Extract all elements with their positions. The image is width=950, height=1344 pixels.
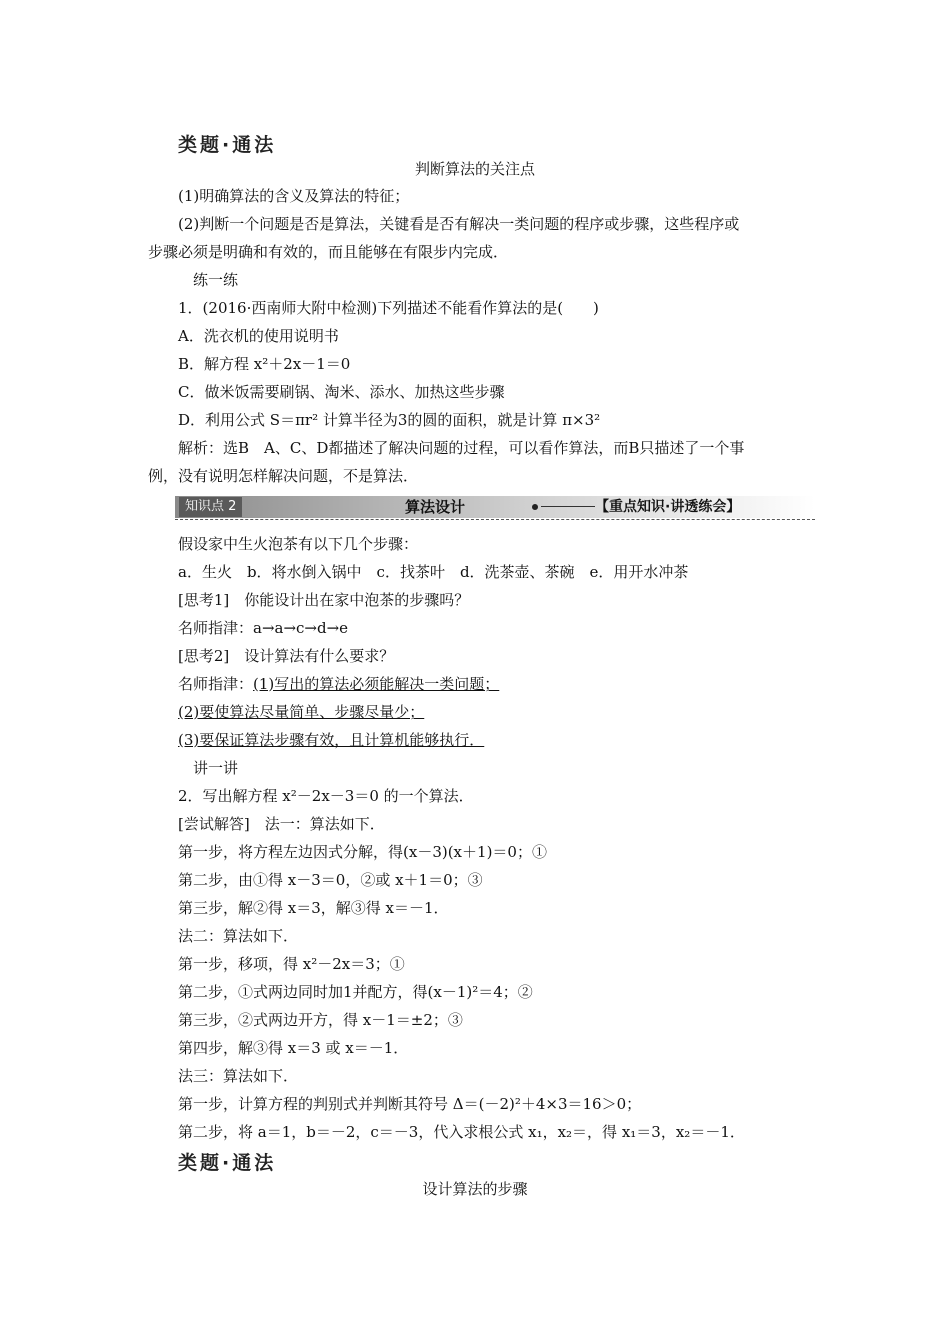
- option-d: D．利用公式 S＝πr² 计算半径为3的圆的面积，就是计算 π×3²: [178, 411, 601, 429]
- think-1: [思考1] 你能设计出在家中泡茶的步骤吗？: [178, 591, 470, 609]
- intro: 假设家中生火泡茶有以下几个步骤：: [178, 535, 419, 553]
- section-title: 设计算法的步骤: [422, 1180, 528, 1198]
- banner-divider: [541, 506, 595, 507]
- answer-1: 解析：选B A、C、D都描述了解决问题的过程，可以看作算法，而B只描述了一个事: [178, 439, 745, 457]
- banner-tag: 知识点 2: [179, 497, 242, 517]
- try-answer: [尝试解答] 法一：算法如下．: [178, 815, 385, 833]
- section-heading: 类题·通法: [178, 134, 277, 156]
- method-3-step-1: 第一步，计算方程的判别式并判断其符号 Δ＝(－2)²＋4×3＝16＞0；: [178, 1095, 642, 1113]
- guide-2: [178, 674, 499, 694]
- bullet-icon: [532, 504, 538, 510]
- method-1-step-1: 第一步，将方程左边因式分解，得(x－3)(x＋1)＝0；①: [178, 843, 547, 861]
- option-a: A．洗衣机的使用说明书: [178, 327, 339, 345]
- paragraph: (2)判断一个问题是否是算法，关键看是否有解决一类问题的程序或步骤，这些程序或: [178, 215, 740, 233]
- method-2-step-4: 第四步，解③得 x＝3 或 x＝－1．: [178, 1039, 409, 1057]
- banner-rule: [175, 519, 815, 520]
- section-title: 判断算法的关注点: [414, 160, 535, 178]
- method-3: 法三：算法如下．: [178, 1067, 299, 1085]
- method-3-step-2: 第二步，将 a＝1，b＝－2，c＝－3，代入求根公式 x₁，x₂＝，得 x₁＝3，x₂＝－1．: [178, 1123, 745, 1141]
- guide-2-label: 名师指津：: [178, 675, 254, 693]
- method-1-step-3: 第三步，解②得 x＝3，解③得 x＝－1．: [178, 899, 449, 917]
- answer-1-cont: 例，没有说明怎样解决问题，不是算法．: [148, 467, 419, 485]
- method-1-step-2: 第二步，由①得 x－3＝0，②或 x＋1＝0；③: [178, 871, 483, 889]
- guide-2-item-3: (3)要保证算法步骤有效，且计算机能够执行．: [178, 731, 485, 749]
- paragraph: (1)明确算法的含义及算法的特征；: [178, 187, 410, 205]
- banner-tail: 【重点知识·讲透练会】: [595, 499, 741, 515]
- section-heading: 类题·通法: [178, 1152, 277, 1174]
- knowledge-point-banner: [175, 494, 815, 520]
- question-1: 1．(2016·西南师大附中检测)下列描述不能看作算法的是( ): [178, 299, 599, 317]
- think-2: [思考2] 设计算法有什么要求？: [178, 647, 395, 665]
- guide-2-item-2: (2)要使算法尽量简单、步骤尽量少；: [178, 703, 425, 721]
- option-c: C．做米饭需要刷锅、淘米、添水、加热这些步骤: [178, 383, 505, 401]
- practice-label: 练一练: [193, 271, 239, 289]
- option-b: B．解方程 x²＋2x－1＝0: [178, 355, 351, 373]
- method-2-step-1: 第一步，移项，得 x²－2x＝3；①: [178, 955, 405, 973]
- guide-2-item-1: (1)写出的算法必须能解决一类问题；: [253, 675, 500, 693]
- method-2-step-3: 第三步，②式两边开方，得 x－1＝±2；③: [178, 1011, 463, 1029]
- banner-title: 算法设计: [404, 498, 465, 516]
- guide-1: 名师指津：a→a→c→d→e: [178, 619, 349, 637]
- method-2-step-2: 第二步，①式两边同时加1并配方，得(x－1)²＝4；②: [178, 983, 533, 1001]
- paragraph: 步骤必须是明确和有效的，而且能够在有限步内完成．: [148, 243, 509, 261]
- steps-list: a．生火 b．将水倒入锅中 c．找茶叶 d．洗茶壶、茶碗 e．用开水冲茶: [178, 563, 689, 581]
- question-2: 2．写出解方程 x²－2x－3＝0 的一个算法．: [178, 787, 474, 805]
- method-2: 法二：算法如下．: [178, 927, 299, 945]
- lecture-label: 讲一讲: [193, 759, 239, 777]
